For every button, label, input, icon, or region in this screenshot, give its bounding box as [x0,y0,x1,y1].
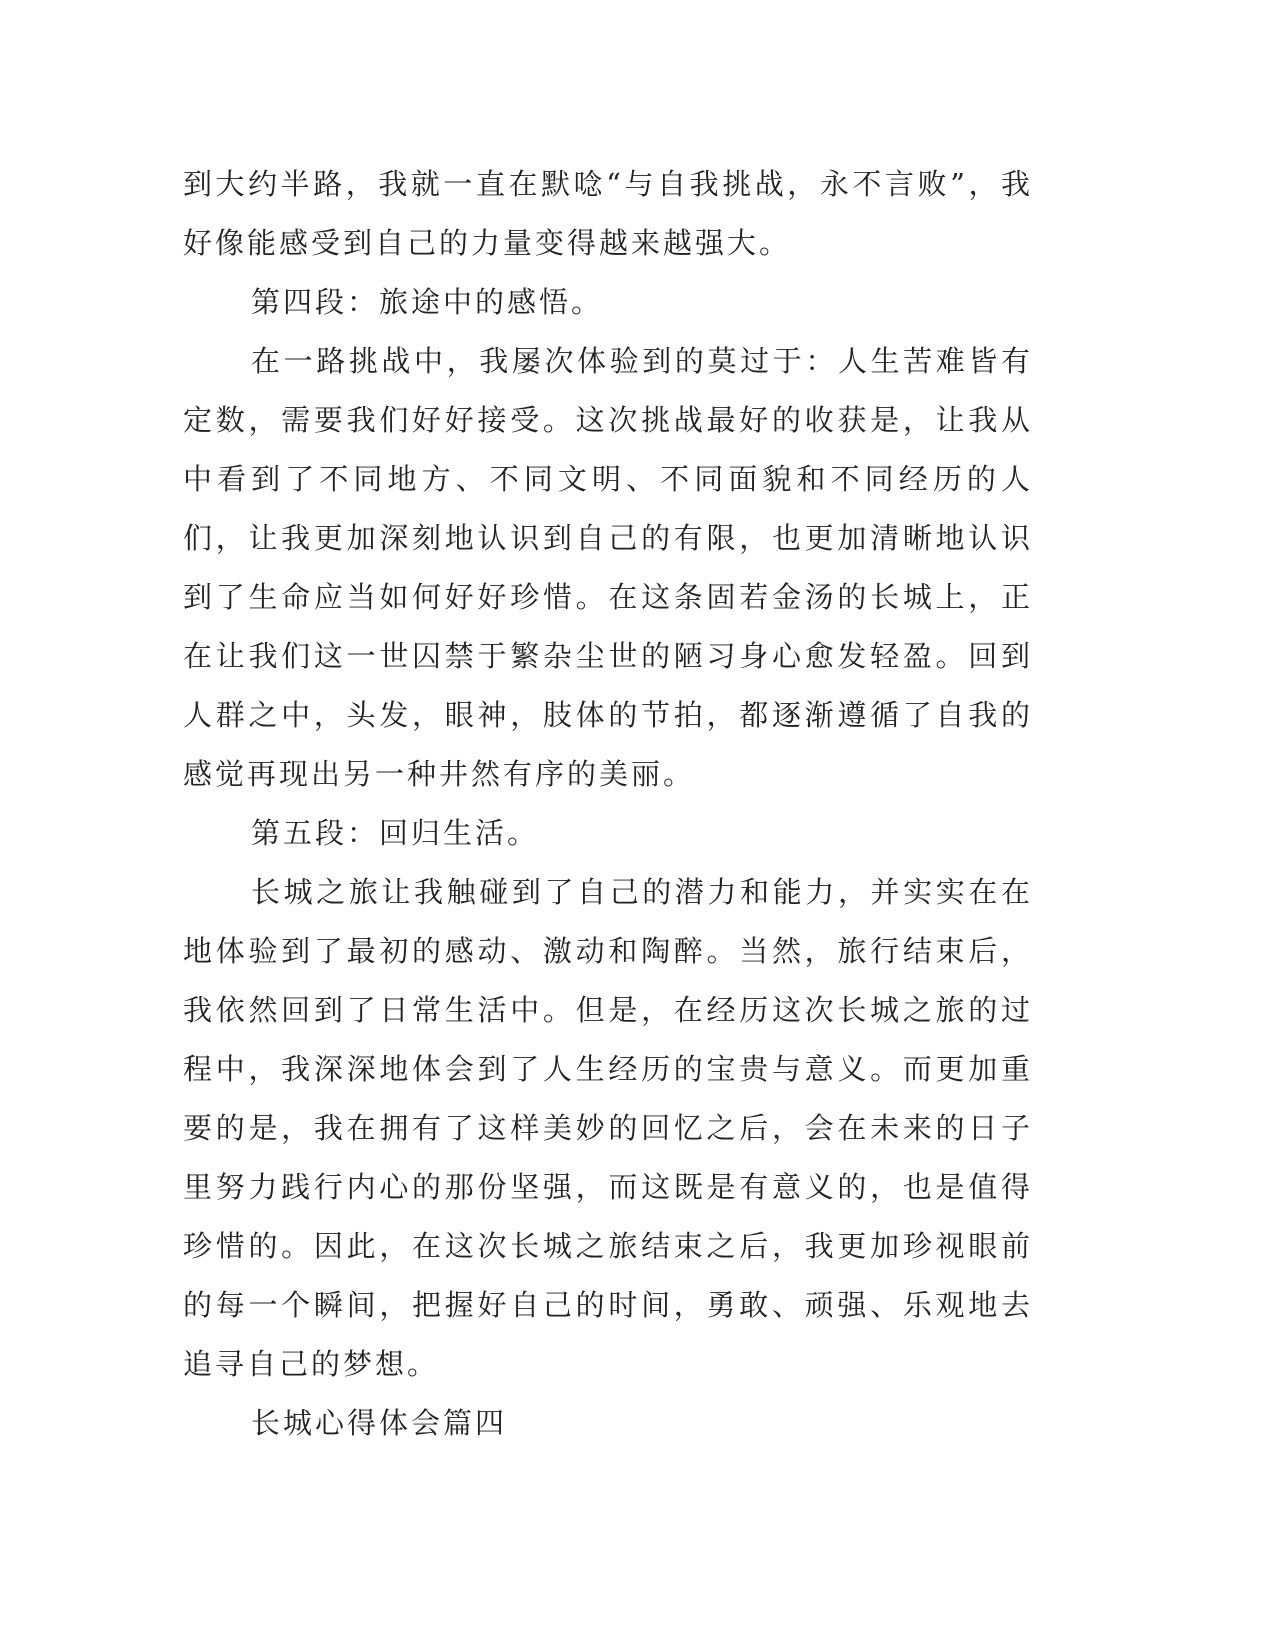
article-title-part-4: 长城心得体会篇四 [251,1406,508,1440]
paragraph-reflection: 在一路挑战中，我屡次体验到的莫过于：人生苦难皆有定数，需要我们好好接受。这次挑战最好的收获是，让我从中看到了不同地方、不同文明、不同面貌和不同经历的人们，让我更加深刻地认识到自己的有限，也更加清晰地认识到了生命应当如何好好珍惜。在这条固若金汤的长城上，正在让我们这一世囚禁于繁杂尘世的陋习身心愈发轻盈。回到人群之中，头发，眼神，肢体的节拍，都逐渐遵循了自我的感觉再现出另一种井然有序的美丽。 [183,344,1033,791]
paragraph-continuation: 到大约半路，我就一直在默唸“与自我挑战，永不言败”，我好像能感受到自己的力量变得越来越强大。 [183,167,1033,260]
section-heading-5: 第五段：回归生活。 [251,816,540,850]
section-heading-4: 第四段：旅途中的感悟。 [251,285,604,319]
paragraph-return-to-life: 长城之旅让我触碰到了自己的潜力和能力，并实实在在地体验到了最初的感动、激动和陶醉。当然，旅行结束后，我依然回到了日常生活中。但是，在经历这次长城之旅的过程中，我深深地体会到了人生经历的宝贵与意义。而更加重要的是，我在拥有了这样美妙的回忆之后，会在未来的日子里努力践行内心的那份坚强，而这既是有意义的，也是值得珍惜的。因此，在这次长城之旅结束之后，我更加珍视眼前的每一个瞬间，把握好自己的时间，勇敢、顽强、乐观地去追寻自己的梦想。 [183,875,1033,1381]
document-body [183,155,1033,1453]
